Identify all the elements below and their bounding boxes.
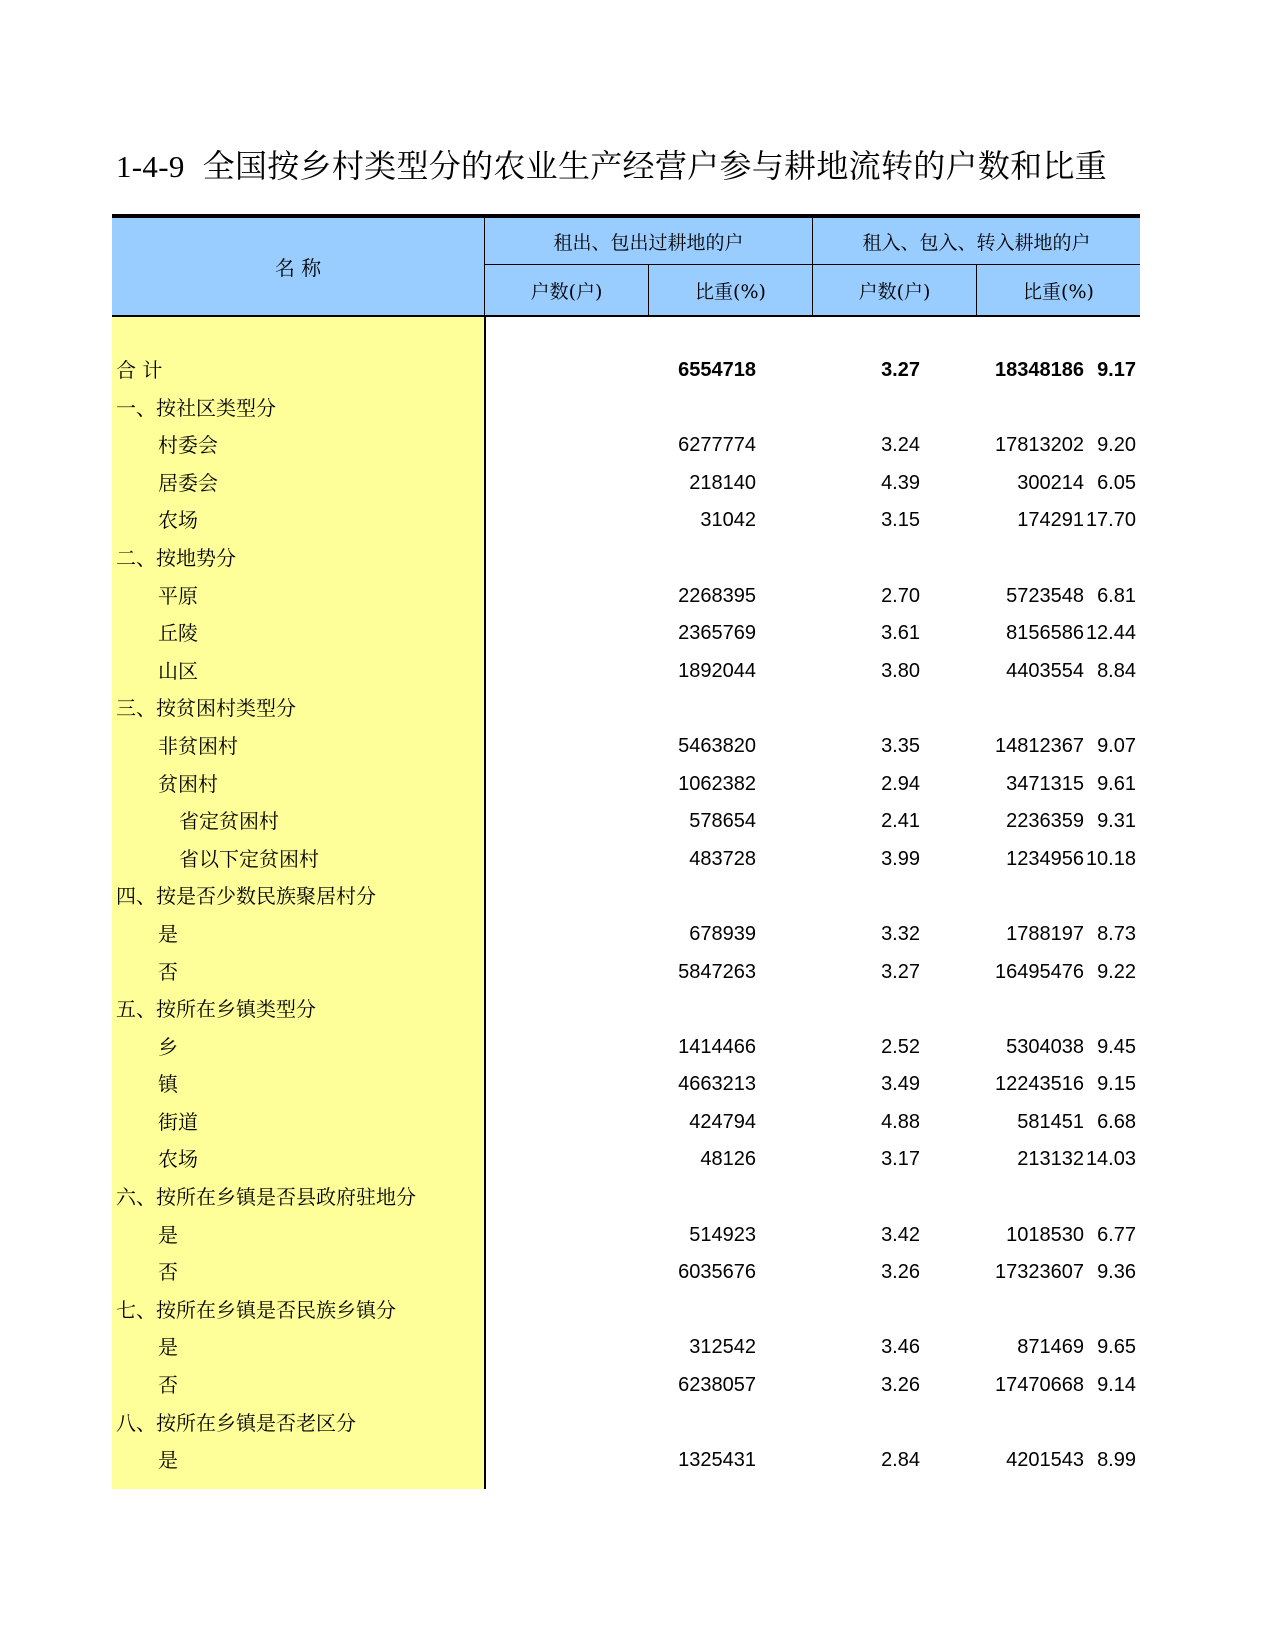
category-row [112, 540, 1140, 578]
row-name: 七、按所在乡镇是否民族乡镇分 [116, 1297, 396, 1322]
cell-out-households: 1892044 [678, 659, 756, 682]
cell-in-share: 9.61 [1097, 772, 1136, 795]
cell-out-households: 483728 [689, 847, 756, 870]
header-group-rented-in: 租入、包入、转入耕地的户 [812, 218, 1140, 264]
cell-out-share: 3.17 [881, 1148, 920, 1171]
cell-in-share [978, 878, 1136, 916]
row-name: 一、按社区类型分 [116, 395, 276, 420]
cell-in-households: 12243516 [995, 1073, 1084, 1096]
cell-in-households: 871469 [1017, 1336, 1084, 1359]
table-title-text: 全国按乡村类型分的农业生产经营户参与耕地流转的户数和比重 [202, 147, 1108, 185]
cell-out-share: 4.88 [881, 1110, 920, 1133]
table-row [112, 502, 1140, 540]
cell-in-share: 9.15 [1097, 1073, 1136, 1096]
cell-in-share: 9.36 [1097, 1261, 1136, 1284]
cell-in-households: 1788197 [1006, 922, 1084, 945]
table-row [112, 841, 1140, 879]
cell-out-households: 678939 [689, 922, 756, 945]
cell-out-share: 3.27 [881, 960, 920, 983]
cell-in-households: 5304038 [1006, 1035, 1084, 1058]
table-row [112, 1367, 1140, 1405]
cell-out-households: 1325431 [678, 1449, 756, 1472]
cell-in-households: 174291 [1017, 509, 1084, 532]
cell-in-households: 14812367 [995, 734, 1084, 757]
cell-in-households: 2236359 [1006, 810, 1084, 833]
row-name: 省以下定贫困村 [179, 846, 319, 871]
row-name: 四、按是否少数民族聚居村分 [116, 884, 376, 909]
table-row [112, 465, 1140, 503]
cell-out-households: 5847263 [678, 960, 756, 983]
cell-in-share [978, 390, 1136, 428]
cell-in-households: 1234956 [1006, 847, 1084, 870]
cell-in-share: 8.99 [1097, 1449, 1136, 1472]
row-name: 合 计 [116, 358, 163, 382]
table-row [112, 427, 1140, 465]
cell-out-households: 2365769 [678, 622, 756, 645]
cell-in-share: 9.22 [1097, 960, 1136, 983]
cell-in-share: 9.20 [1097, 434, 1136, 457]
cell-in-share [978, 1179, 1136, 1217]
row-name: 否 [158, 959, 178, 984]
cell-out-households: 424794 [689, 1110, 756, 1133]
row-name: 非贫困村 [158, 733, 238, 758]
cell-in-share: 17.70 [1085, 509, 1136, 532]
header-out-share: 比重(%) [648, 265, 812, 315]
row-name: 村委会 [158, 433, 218, 458]
row-name: 是 [158, 1335, 178, 1360]
header-name: 名 称 [274, 256, 322, 280]
cell-in-households: 300214 [1017, 471, 1084, 494]
cell-out-share: 2.94 [881, 772, 920, 795]
cell-in-households: 5723548 [1006, 584, 1084, 607]
row-name: 八、按所在乡镇是否老区分 [116, 1410, 356, 1435]
table-row [112, 1141, 1140, 1179]
cell-out-households: 218140 [689, 471, 756, 494]
category-row [112, 878, 1140, 916]
table-body [112, 352, 1140, 1480]
table-row [112, 1442, 1140, 1480]
row-name: 居委会 [158, 470, 218, 495]
table-row [112, 578, 1140, 616]
header-group-rented-out: 租出、包出过耕地的户 [484, 218, 812, 264]
cell-out-share: 3.27 [881, 359, 920, 381]
category-row [112, 690, 1140, 728]
cell-out-households: 312542 [689, 1336, 756, 1359]
table-header [112, 218, 1140, 315]
cell-out-share: 3.35 [881, 734, 920, 757]
row-name: 省定贫困村 [179, 809, 279, 834]
row-name: 农场 [158, 1147, 198, 1172]
row-name: 是 [158, 1222, 178, 1247]
cell-out-share: 3.24 [881, 434, 920, 457]
cell-in-share [978, 540, 1136, 578]
cell-in-share: 10.18 [1085, 847, 1136, 870]
cell-in-share: 6.68 [1097, 1110, 1136, 1133]
cell-in-households: 4403554 [1006, 659, 1084, 682]
row-name: 贫困村 [158, 771, 218, 796]
cell-out-share: 3.99 [881, 847, 920, 870]
row-name: 否 [158, 1373, 178, 1398]
row-name: 三、按贫困村类型分 [116, 696, 296, 721]
cell-in-share: 9.07 [1097, 734, 1136, 757]
cell-out-households: 48126 [700, 1148, 756, 1171]
cell-in-households: 18348186 [995, 359, 1084, 381]
table-row [112, 1066, 1140, 1104]
table-row [112, 653, 1140, 691]
category-row [112, 991, 1140, 1029]
table-row [112, 1329, 1140, 1367]
row-name: 山区 [158, 658, 198, 683]
row-name: 镇 [158, 1072, 178, 1097]
category-row [112, 1292, 1140, 1330]
row-name: 平原 [158, 583, 198, 608]
row-name: 丘陵 [158, 621, 198, 646]
row-name: 乡 [158, 1034, 178, 1059]
cell-out-share: 2.84 [881, 1449, 920, 1472]
cell-out-share: 2.70 [881, 584, 920, 607]
cell-in-households: 4201543 [1006, 1449, 1084, 1472]
cell-out-households: 2268395 [678, 584, 756, 607]
cell-in-households: 1018530 [1006, 1223, 1084, 1246]
cell-in-share [978, 1292, 1136, 1330]
cell-in-households: 17470668 [995, 1374, 1084, 1397]
cell-out-share: 3.49 [881, 1073, 920, 1096]
cell-in-share: 8.73 [1097, 922, 1136, 945]
cell-in-share [978, 1405, 1136, 1443]
table-row [112, 1029, 1140, 1067]
cell-in-share: 6.77 [1097, 1223, 1136, 1246]
cell-in-share: 8.84 [1097, 659, 1136, 682]
cell-out-households: 1414466 [678, 1035, 756, 1058]
cell-in-households: 581451 [1017, 1110, 1084, 1133]
cell-out-households: 1062382 [678, 772, 756, 795]
row-name: 是 [158, 921, 178, 946]
cell-in-share: 9.31 [1097, 810, 1136, 833]
category-row [112, 1405, 1140, 1443]
header-in-share: 比重(%) [976, 265, 1140, 315]
table-row [112, 615, 1140, 653]
row-name: 二、按地势分 [116, 545, 236, 570]
cell-in-households: 213132 [1017, 1148, 1084, 1171]
table-row [112, 1104, 1140, 1142]
cell-out-share: 3.42 [881, 1223, 920, 1246]
cell-in-share: 12.44 [1085, 622, 1136, 645]
row-name: 农场 [158, 508, 198, 533]
table-row [112, 766, 1140, 804]
cell-out-households: 578654 [689, 810, 756, 833]
cell-in-share: 6.05 [1097, 471, 1136, 494]
cell-out-households: 5463820 [678, 734, 756, 757]
cell-out-share: 2.52 [881, 1035, 920, 1058]
cell-in-households: 8156586 [1006, 622, 1084, 645]
row-name: 街道 [158, 1109, 198, 1134]
cell-in-share: 9.45 [1097, 1035, 1136, 1058]
cell-out-households: 6554718 [678, 359, 756, 381]
table-row [112, 916, 1140, 954]
cell-in-share [978, 690, 1136, 728]
cell-out-share: 2.41 [881, 810, 920, 833]
cell-in-share: 9.14 [1097, 1374, 1136, 1397]
cell-in-share: 6.81 [1097, 584, 1136, 607]
cell-out-households: 6277774 [678, 434, 756, 457]
cell-out-share: 3.26 [881, 1374, 920, 1397]
category-row [112, 390, 1140, 428]
cell-out-share: 3.46 [881, 1336, 920, 1359]
table-row [112, 728, 1140, 766]
cell-in-share: 9.17 [1097, 359, 1136, 381]
cell-out-households: 514923 [689, 1223, 756, 1246]
table-row [112, 803, 1140, 841]
cell-out-share: 3.15 [881, 509, 920, 532]
cell-in-share [978, 991, 1136, 1029]
table-title [116, 146, 1176, 186]
total-row [112, 352, 1140, 390]
cell-out-share: 3.80 [881, 659, 920, 682]
cell-out-share: 3.26 [881, 1261, 920, 1284]
cell-out-share: 3.32 [881, 922, 920, 945]
cell-out-households: 4663213 [678, 1073, 756, 1096]
row-name: 是 [158, 1448, 178, 1473]
table-row [112, 1254, 1140, 1292]
header-in-households: 户数(户) [812, 265, 976, 315]
table-row [112, 954, 1140, 992]
cell-out-households: 6238057 [678, 1374, 756, 1397]
row-name: 六、按所在乡镇是否县政府驻地分 [116, 1185, 416, 1210]
header-out-households: 户数(户) [484, 265, 648, 315]
cell-out-share: 4.39 [881, 471, 920, 494]
table-row [112, 1217, 1140, 1255]
category-row [112, 1179, 1140, 1217]
row-name: 否 [158, 1260, 178, 1285]
cell-in-households: 17813202 [995, 434, 1084, 457]
cell-out-share: 3.61 [881, 622, 920, 645]
cell-out-households: 6035676 [678, 1261, 756, 1284]
cell-in-households: 3471315 [1006, 772, 1084, 795]
cell-in-households: 17323607 [995, 1261, 1084, 1284]
table-code: 1-4-9 [116, 149, 185, 184]
cell-in-households: 16495476 [995, 960, 1084, 983]
cell-out-households: 31042 [700, 509, 756, 532]
row-name: 五、按所在乡镇类型分 [116, 997, 316, 1022]
cell-in-share: 9.65 [1097, 1336, 1136, 1359]
cell-in-share: 14.03 [1085, 1148, 1136, 1171]
